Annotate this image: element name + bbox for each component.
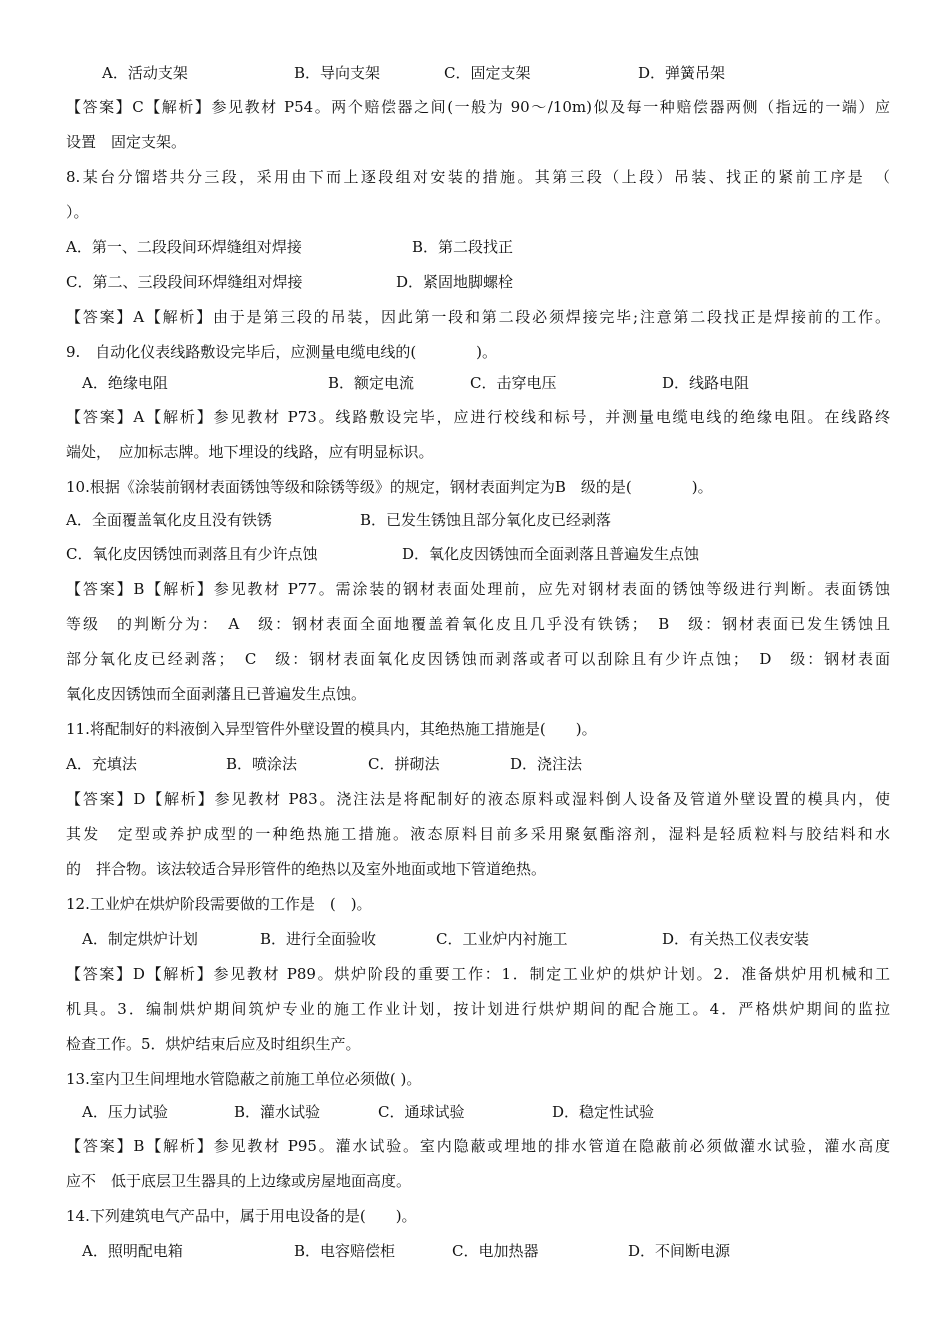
q9-options — [66, 370, 890, 396]
q10-answer-line-4: 氧化皮因锈蚀而全面剥藩且已普遍发生点蚀。 — [66, 685, 367, 703]
q12-option-d: D．有关热工仪表安装 — [662, 930, 810, 948]
q11-option-d: D．浇注法 — [510, 755, 583, 773]
q8-option-d: D．紧固地脚螺栓 — [396, 273, 514, 291]
q11-answer-line-1: 【答案】D【解析】参见教材 P83。浇注法是将配制好的液态原料或湿料倒人设备及管道外壁设置的模具内，使 — [66, 790, 890, 808]
q10-answer-line-1: 【答案】B【解析】参见教材 P77。需涂装的钢材表面处理前，应先对钢材表面的锈蚀等级进行判断。表面锈蚀 — [66, 580, 890, 598]
q9-question: 9. 自动化仪表线路敷设完毕后，应测量电缆电线的( )。 — [66, 343, 498, 361]
q10-option-d: D．氧化皮因锈蚀而全面剥落且普遍发生点蚀 — [402, 545, 700, 563]
q9-option-c: C．击穿电压 — [470, 374, 557, 392]
q14-question: 14.下列建筑电气产品中，属于用电设备的是( )。 — [66, 1207, 417, 1225]
q10-options-row-2 — [66, 541, 890, 567]
q11-option-c: C．拼砌法 — [368, 755, 440, 773]
q14-option-d: D．不间断电源 — [628, 1242, 731, 1260]
q12-option-c: C．工业炉内衬施工 — [436, 930, 568, 948]
q8-option-a: A．第一、二段段间环焊缝组对焊接 — [66, 238, 302, 256]
q12-answer-line-1: 【答案】D【解析】参见教材 P89。烘炉阶段的重要工作：1．制定工业炉的烘炉计划。2．准备烘炉用机械和工 — [66, 965, 890, 983]
q12-question: 12.工业炉在烘炉阶段需要做的工作是 ( )。 — [66, 895, 372, 913]
q7-option-c: C．固定支架 — [444, 64, 531, 82]
q12-answer-line-2: 机具。3．编制烘炉期间筑炉专业的施工作业计划，按计划进行烘炉期间的配合施工。4．严格烘炉期间的监拉 — [66, 1000, 890, 1018]
q9-answer-line-2: 端处， 应加标志牌。地下埋设的线路，应有明显标识。 — [66, 443, 434, 461]
q14-option-a: A．照明配电箱 — [82, 1242, 183, 1260]
q12-option-b: B．进行全面验收 — [260, 930, 377, 948]
q7-answer-line-2: 设置 固定支架。 — [66, 133, 187, 151]
q13-option-a: A．压力试验 — [82, 1103, 168, 1121]
q14-option-b: B．电容赔偿柜 — [294, 1242, 396, 1260]
q14-options — [66, 1238, 890, 1264]
q8-option-b: B．第二段找正 — [412, 238, 514, 256]
q11-option-a: A．充填法 — [66, 755, 137, 773]
q11-answer-line-2: 其发 定型或养护成型的一种绝热施工措施。液态原料目前多采用聚氨酯溶剂，湿料是轻质粒料与胶结料和水 — [66, 825, 890, 843]
q10-option-b: B．已发生锈蚀且部分氧化皮已经剥落 — [360, 511, 612, 529]
q10-options-row-1 — [66, 507, 890, 533]
q10-option-a: A．全面覆盖氧化皮且没有铁锈 — [66, 511, 272, 529]
q12-options — [66, 926, 890, 952]
q10-question: 10.根据《涂装前钢材表面锈蚀等级和除锈等级》的规定，钢材表面判定为B 级的是( )。 — [66, 478, 713, 496]
q7-option-d: D．弹簧吊架 — [638, 64, 726, 82]
q13-option-c: C．通球试验 — [378, 1103, 465, 1121]
q13-question: 13.室内卫生间埋地水管隐蔽之前施工单位必须做( )。 — [66, 1070, 422, 1088]
q11-option-b: B．喷涂法 — [226, 755, 298, 773]
q8-options-row-2 — [66, 269, 890, 295]
q13-option-b: B．灌水试验 — [234, 1103, 321, 1121]
q9-option-d: D．线路电阻 — [662, 374, 750, 392]
q8-options-row-1 — [66, 234, 890, 260]
q10-option-c: C．氧化皮因锈蚀而剥落且有少许点蚀 — [66, 545, 318, 563]
q9-option-b: B．额定电流 — [328, 374, 415, 392]
q8-question-line-2: ）。 — [66, 203, 89, 221]
q13-answer-line-2: 应不 低于底层卫生器具的上边缘或房屋地面高度。 — [66, 1172, 412, 1190]
q9-option-a: A．绝缘电阻 — [82, 374, 168, 392]
q10-answer-line-2: 等级 的判断分为： A 级：钢材表面全面地覆盖着氧化皮且几乎没有铁锈； B 级：钢材表面已发生锈蚀且 — [66, 615, 890, 633]
q13-option-d: D．稳定性试验 — [552, 1103, 655, 1121]
q12-option-a: A．制定烘炉计划 — [82, 930, 198, 948]
q7-answer-line-1: 【答案】C【解析】参见教材 P54。两个赔偿器之间(一般为 90～/10m)似及每一种赔偿器两侧（指远的一端）应 — [66, 98, 890, 116]
q11-options — [66, 751, 890, 777]
q9-answer-line-1: 【答案】A【解析】参见教材 P73。线路敷设完毕，应进行校线和标号，并测量电缆电线的绝缘电阻。在线路终 — [66, 408, 890, 426]
q12-answer-line-3: 检查工作。5．烘炉结束后应及时组织生产。 — [66, 1035, 361, 1053]
q13-options — [66, 1099, 890, 1125]
q11-question: 11.将配制好的料液倒入异型管件外壁设置的模具内，其绝热施工措施是( )。 — [66, 720, 597, 738]
q7-options — [66, 60, 890, 86]
q8-question-line-1: 8.某台分馏塔共分三段，采用由下而上逐段组对安装的措施。其第三段（上段）吊装、找正的紧前工序是 （ — [66, 168, 890, 186]
q8-option-c: C．第二、三段段间环焊缝组对焊接 — [66, 273, 303, 291]
q7-option-a: A．活动支架 — [102, 64, 188, 82]
q14-option-c: C．电加热器 — [452, 1242, 539, 1260]
q8-answer: 【答案】A【解析】由于是第三段的吊装，因此第一段和第二段必须焊接完毕;注意第二段找正是焊接前的工作。 — [66, 308, 890, 326]
q13-answer-line-1: 【答案】B【解析】参见教材 P95。灌水试验。室内隐蔽或埋地的排水管道在隐蔽前必须做灌水试验，灌水高度 — [66, 1137, 890, 1155]
q10-answer-line-3: 部分氧化皮已经剥落； C 级：钢材表面氧化皮因锈蚀而剥落或者可以刮除且有少许点蚀； D 级：钢材表面 — [66, 650, 890, 668]
q11-answer-line-3: 的 拌合物。该法较适合异形管件的绝热以及室外地面或地下管道绝热。 — [66, 860, 547, 878]
q7-option-b: B．导向支架 — [294, 64, 381, 82]
